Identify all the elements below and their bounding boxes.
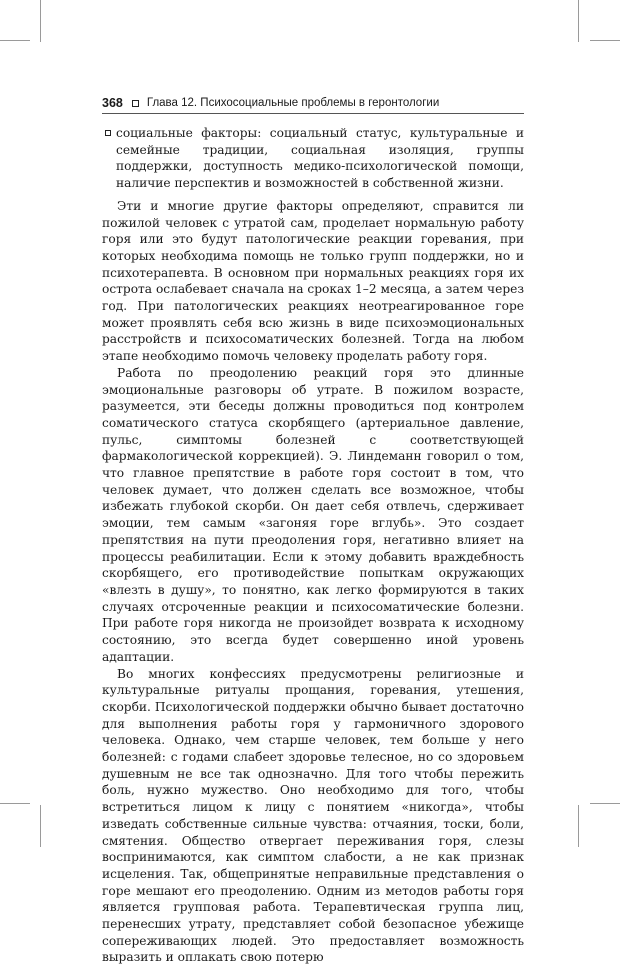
checkbox-bullet-icon (105, 130, 111, 136)
crop-mark (0, 803, 30, 804)
crop-mark (590, 803, 620, 804)
bullet-list-item (102, 125, 524, 192)
paragraph: Работа по преодолению реакций горя это длинные эмоциональные разговоры об утрате. В пожилом возрасте, разумеется, эти беседы должны проводиться под контролем соматического статуса скорбящего (артериальное давление, пульс, симптомы болезней с соответствующей фармакологической коррекцией). Э. Линдеманн говорил о том, что главное препятствие в работе горя состоит в том, что человек думает, что должен сделать все возможное, чтобы избежать глубокой скорби. Он дает себя отвлечь, сдерживает эмоции, тем самым «загоняя горе вглубь». Это создает препятствия на пути преодоления горя, негативно влияет на процессы реабилитации. Если к этому добавить враждебность скорбящего, его противодействие попыткам окружающих «влезть в душу», то понятно, как легко формируются в таких случаях отсроченные реакции и психосоматические болезни. При работе горя никогда не произойдет возврата к исходному состоянию, это всегда будет совершенно иной уровень адаптации. (102, 365, 524, 666)
crop-mark (40, 0, 41, 42)
paragraph: Эти и многие другие факторы определяют, справится ли пожилой человек с утратой сам, проделает нормальную работу горя или это будут патологические реакции горевания, при которых необходима помощь не только групп поддержки, но и психотерапевта. В основном при нормальных реакциях горя их острота ослабевает сначала на сроках 1–2 месяца, а затем через год. При патологических реакциях неотреагированное горе может проявлять себя всю жизнь в виде психоэмоциональных расстройств и психосоматических болезней. Тогда на любом этапе необходимо помочь человеку проделать работу горя. (102, 198, 524, 365)
crop-mark (590, 40, 620, 41)
bullet-text: социальные факторы: социальный статус, культуральные и семейные традиции, социальная изоляция, группы поддержки, доступность медико-психологической помощи, наличие перспектив и возможностей в собственной жизни. (116, 126, 524, 190)
paragraph: Во многих конфессиях предусмотрены религиозные и культуральные ритуалы прощания, горевания, утешения, скорби. Психологической поддержки обычно бывает достаточно для выполнения работы горя у гармоничного здорового человека. Однако, чем старше человек, тем больше у него болезней: с годами слабеет здоровье телесное, но со здоровьем душевным не все так однозначно. Для того чтобы пережить боль, нужно мужество. Оно необходимо для того, чтобы встретиться лицом к лицу с понятием «никогда», чтобы изведать собственные сильные чувства: отчаяния, тоски, боли, смятения. Общество отвергает переживания горя, слезы воспринимаются, как симптом слабости, а не как признак исцеления. Так, общепринятые неправильные представления о горе мешают его преодолению. Одним из методов работы горя является групповая работа. Терапевтическая группа лиц, перенесших утрату, представляет собой безопасное убежище сопереживающих людей. Это предоставляет возможность выразить и оплакать свою потерю (102, 666, 524, 966)
chapter-title: Глава 12. Психосоциальные проблемы в геронтологии (147, 97, 439, 109)
page-number: 368 (102, 96, 123, 110)
crop-mark (40, 805, 41, 847)
crop-mark (578, 805, 579, 847)
square-bullet-icon (132, 100, 139, 107)
crop-mark (0, 40, 30, 41)
page-body (102, 125, 524, 966)
header-rule (102, 113, 524, 114)
running-header (102, 96, 522, 110)
crop-mark (578, 0, 579, 42)
